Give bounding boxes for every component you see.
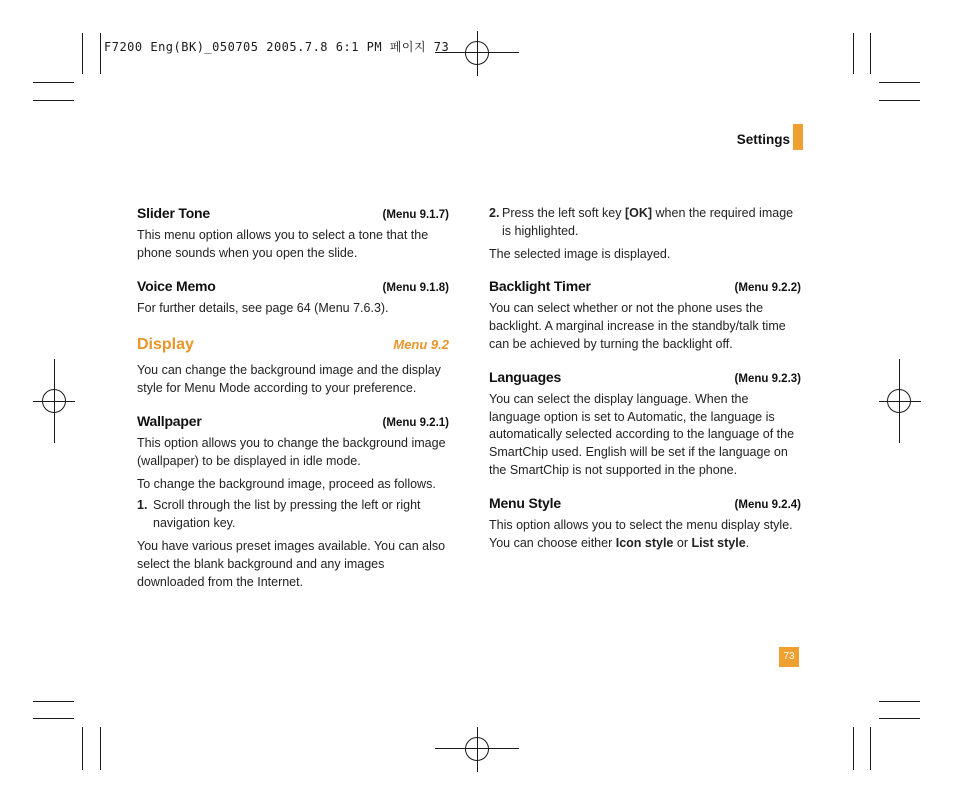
wallpaper-heading: Wallpaper (137, 412, 202, 429)
page-number: 73 (779, 647, 799, 667)
menu-style-menu-ref: (Menu 9.2.4) (734, 498, 801, 511)
voice-memo-heading: Voice Memo (137, 277, 216, 294)
right-column (489, 205, 801, 552)
display-body: You can change the background image and the display style for Menu Mode according to your preference. (137, 363, 441, 396)
step-text: Scroll through the list by pressing the left or right navigation key. (153, 498, 421, 531)
section-tab-marker (793, 124, 803, 150)
slider-tone-body: This menu option allows you to select a tone that the phone sounds when you open the slide. (137, 228, 429, 260)
icon-style-option: Icon style (615, 535, 674, 550)
slider-tone-menu-ref: (Menu 9.1.7) (382, 209, 449, 221)
wallpaper-menu-ref: (Menu 9.2.1) (382, 416, 449, 429)
display-section (137, 336, 449, 398)
wallpaper-note: You have various preset images available. You can also select the blank background and any images downloaded from the Internet. (137, 538, 446, 589)
wallpaper-step-1 (137, 497, 449, 533)
languages-section (489, 369, 801, 480)
wallpaper-body: This option allows you to change the background image (wallpaper) to be displayed in idle mode. (137, 435, 446, 468)
wallpaper-step-2 (489, 205, 801, 241)
left-column (137, 205, 449, 591)
menu-style-heading: Menu Style (489, 494, 561, 511)
menu-style-body: This option allows you to select the menu display style. You can choose either Icon style or List style. (489, 517, 793, 550)
languages-heading: Languages (489, 368, 562, 385)
backlight-body: You can select whether or not the phone uses the backlight. A marginal increase in the standby/talk time can be achieved by turning the backlight off. (489, 301, 786, 351)
slider-tone-heading: Slider Tone (137, 205, 210, 221)
ok-key-label: [OK] (624, 206, 653, 220)
backlight-heading: Backlight Timer (489, 278, 591, 295)
languages-body: You can select the display language. When the language option is set to Automatic, the language is automatically selected according to the language of the SmartChip used. English will be set if the language on the SmartChip is not supported in the phone. (489, 391, 795, 477)
wallpaper-result: The selected image is displayed. (489, 246, 671, 261)
display-heading: Display (137, 336, 194, 354)
voice-memo-section (137, 278, 449, 318)
wallpaper-intro: To change the background image, proceed as follows. (137, 476, 436, 491)
step-number: 1. (137, 498, 148, 513)
voice-memo-body: For further details, see page 64 (Menu 7.6.3). (137, 300, 389, 315)
slider-tone-section (137, 205, 449, 263)
languages-menu-ref: (Menu 9.2.3) (734, 372, 801, 385)
step-number: 2. (489, 206, 500, 220)
list-style-option: List style (691, 535, 746, 550)
voice-memo-menu-ref: (Menu 9.1.8) (382, 281, 449, 294)
backlight-section (489, 278, 801, 353)
wallpaper-continued (489, 205, 801, 263)
menu-style-section (489, 495, 801, 553)
display-menu-ref: Menu 9.2 (393, 337, 449, 353)
print-slug: F7200 Eng(BK)_050705 2005.7.8 6:1 PM 페이지 73 (104, 40, 450, 54)
wallpaper-section (137, 413, 449, 591)
step-text: Press the left soft key [OK] when the required image is highlighted. (502, 206, 794, 238)
backlight-menu-ref: (Menu 9.2.2) (734, 282, 801, 295)
section-header: Settings (736, 132, 790, 147)
